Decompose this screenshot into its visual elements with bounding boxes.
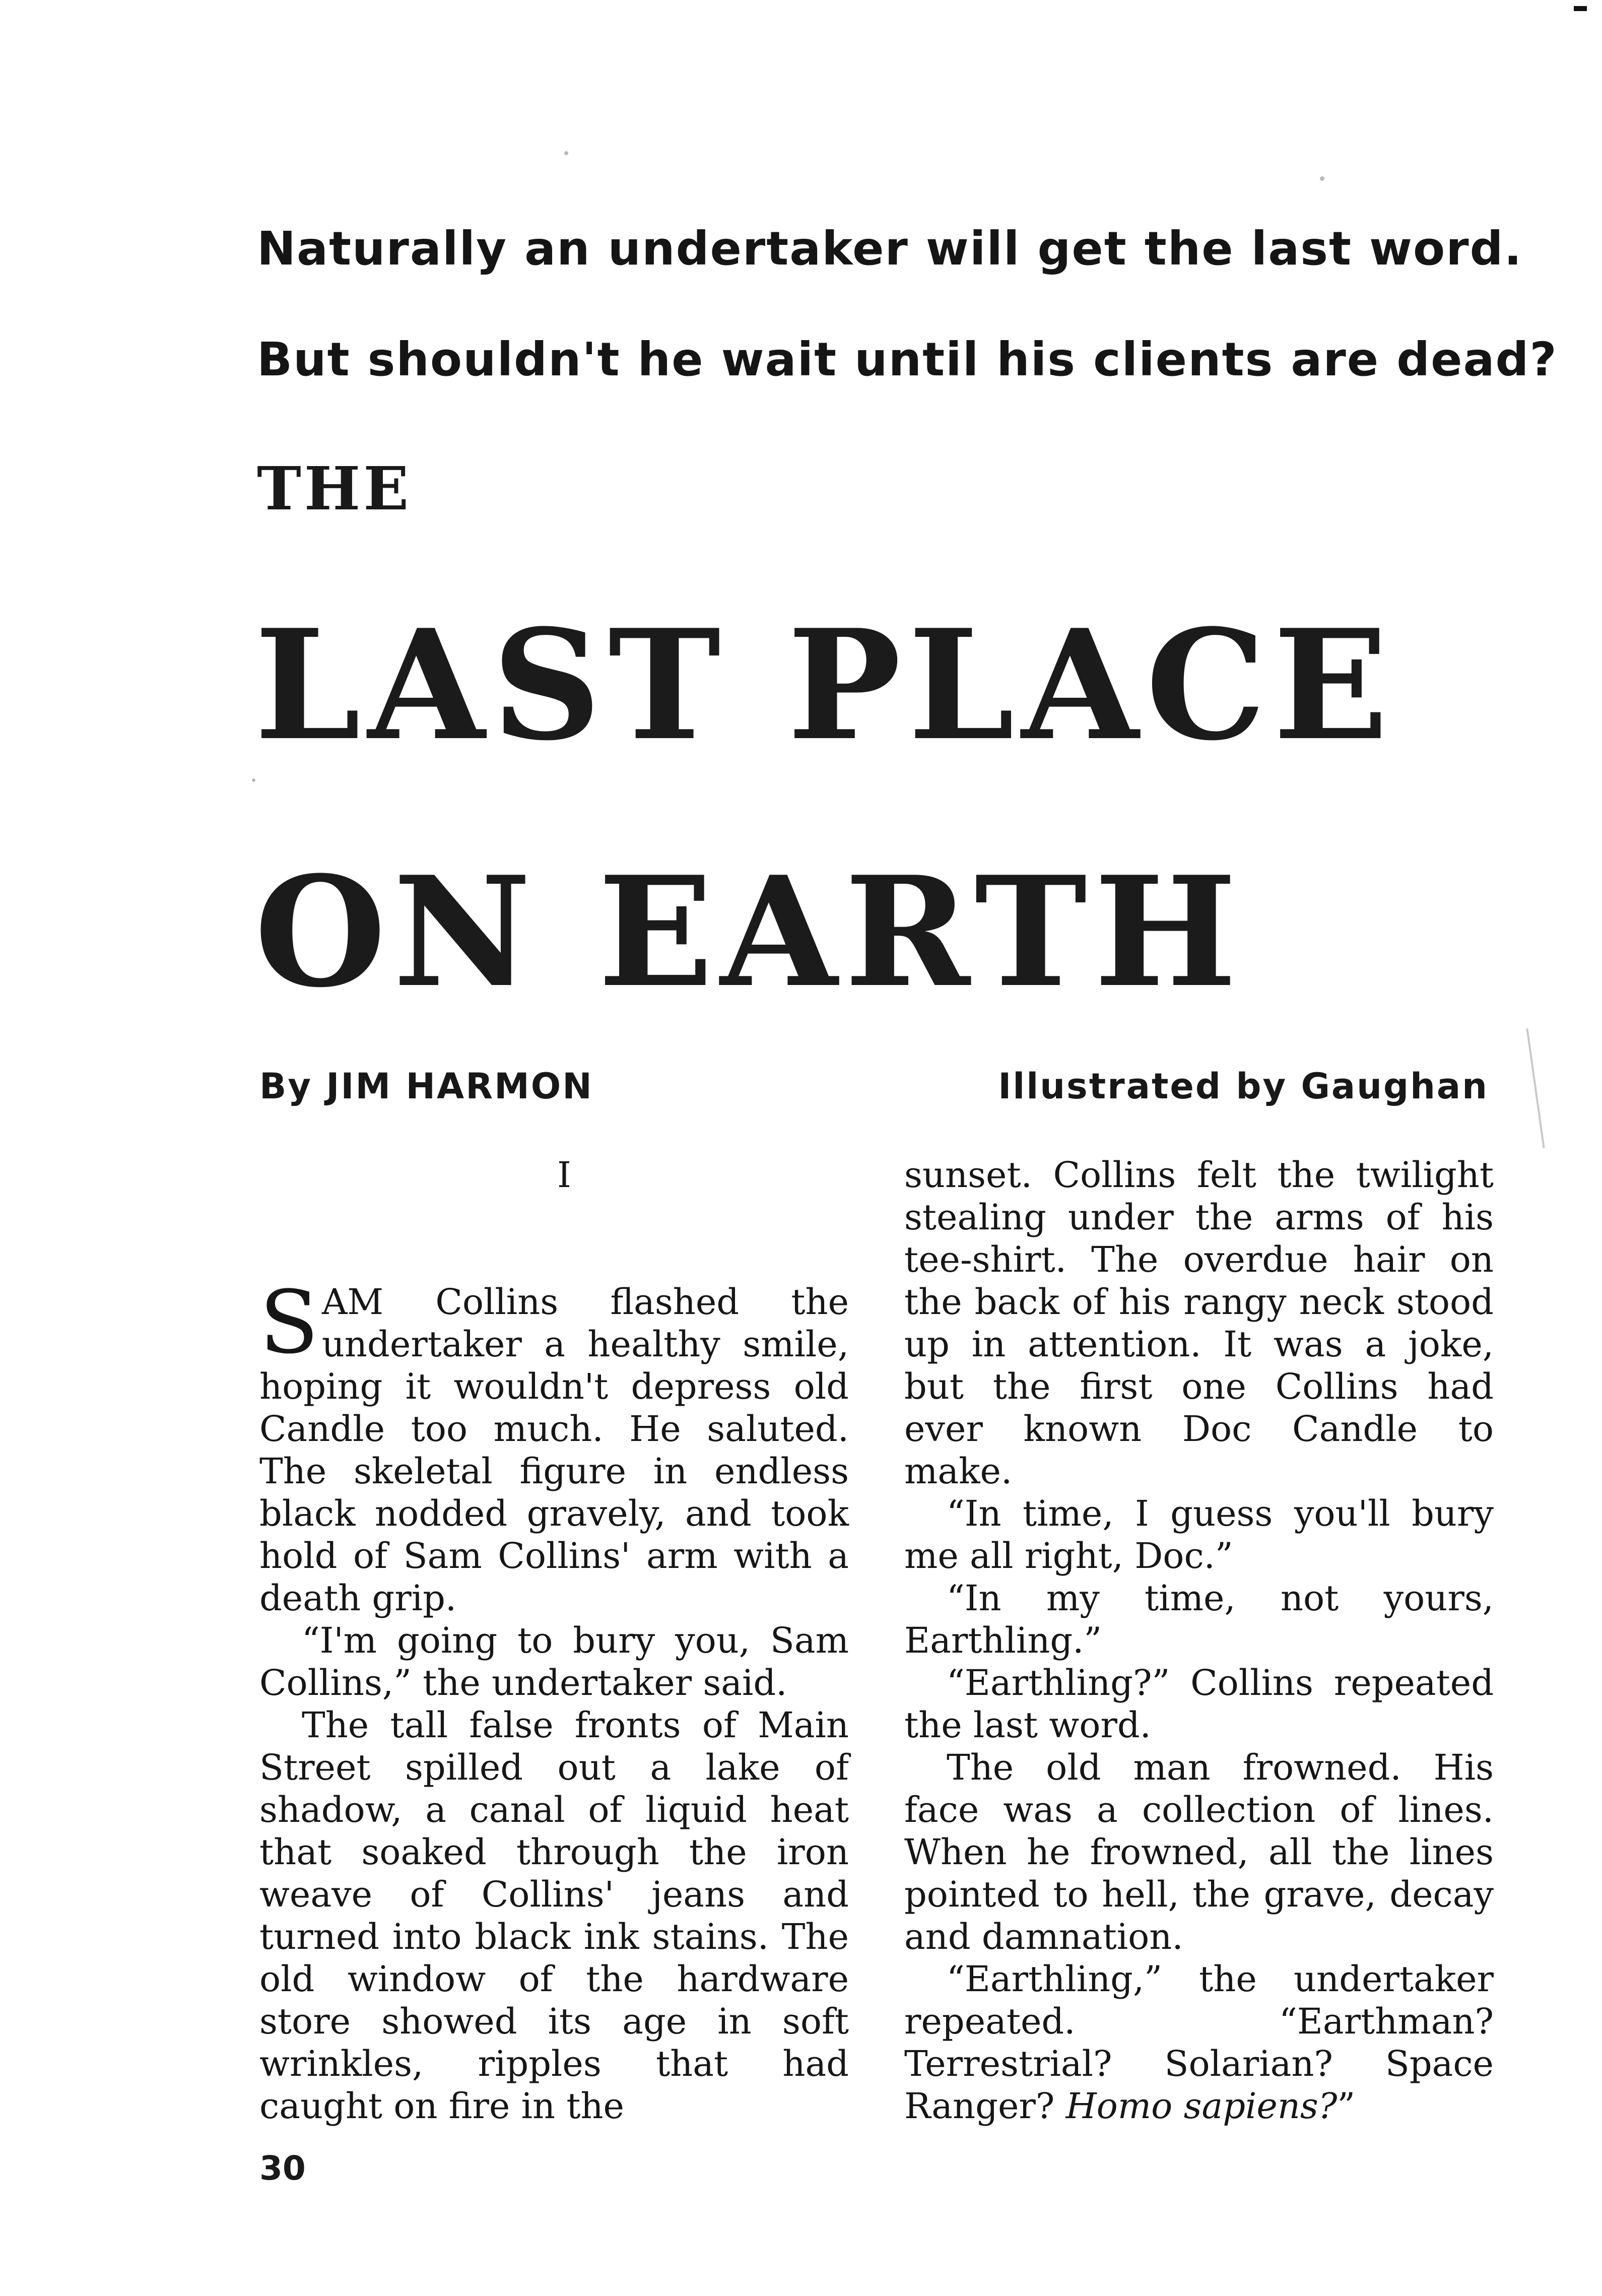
- left-column: [259, 1154, 849, 2127]
- title-line-1: LAST PLACE: [254, 596, 1395, 774]
- corner-mark: [1574, 6, 1587, 11]
- paragraph: sunset. Collins felt the twilight stealing under the arms of his tee-shirt. The overdue hair on the back of his rangy neck stood up in attention. It was a joke, but the first one Collins had ever known Doc Candle to make.: [904, 1154, 1494, 1492]
- print-speck: [1320, 176, 1324, 181]
- scan-mark: [1526, 1028, 1545, 1148]
- paragraph: [259, 1272, 849, 1619]
- print-speck: [252, 778, 255, 782]
- teaser-line-2: But shouldn't he wait until his clients are dead?: [257, 333, 1558, 386]
- page-number: 30: [259, 2149, 306, 2188]
- right-column: [904, 1154, 1494, 2127]
- closing-quote: ”: [1337, 2085, 1356, 2127]
- paragraph: The old man frowned. His face was a collection of lines. When he frowned, all the lines pointed to hell, the grave, decay and damnation.: [904, 1747, 1494, 1957]
- paragraph: “Earthling?” Collins repeated the last word.: [904, 1662, 1494, 1746]
- italic-text: Homo sapiens?: [1065, 2085, 1338, 2127]
- title-line-2: ON EARTH: [254, 843, 1244, 1021]
- paragraph-text: AM Collins flashed the undertaker a healthy smile, hoping it wouldn't depress old Candle too much. He saluted. The skeletal figure in endless black nodded gravely, and took hold of Sam Collins' arm with a death grip.: [259, 1281, 849, 1619]
- print-speck: [564, 151, 568, 155]
- title-article: THE: [257, 453, 412, 523]
- paragraph: “I'm going to bury you, Sam Collins,” the undertaker said.: [259, 1620, 849, 1703]
- chapter-number: I: [557, 1154, 571, 1196]
- drop-cap: S: [259, 1272, 319, 1373]
- illustrator-credit: Illustrated by Gaughan: [998, 1066, 1489, 1107]
- author-byline: By JIM HARMON: [259, 1066, 593, 1107]
- teaser-line-1: Naturally an undertaker will get the last word.: [257, 222, 1523, 276]
- paragraph-text: “Earthling,” the undertaker repeated. “Earthman? Terrestrial? Solarian? Space Ranger?: [904, 1958, 1494, 2127]
- paragraph: The tall false fronts of Main Street spilled out a lake of shadow, a canal of liquid heat that soaked through the iron weave of Collins' jeans and turned into black ink stains. The old window of the hardware store showed its age in soft wrinkles, ripples that had caught on fire in the: [259, 1704, 849, 2127]
- paragraph: [904, 1958, 1494, 2127]
- paragraph: “In my time, not yours, Earthling.”: [904, 1578, 1494, 1661]
- paragraph: “In time, I guess you'll bury me all right, Doc.”: [904, 1493, 1494, 1577]
